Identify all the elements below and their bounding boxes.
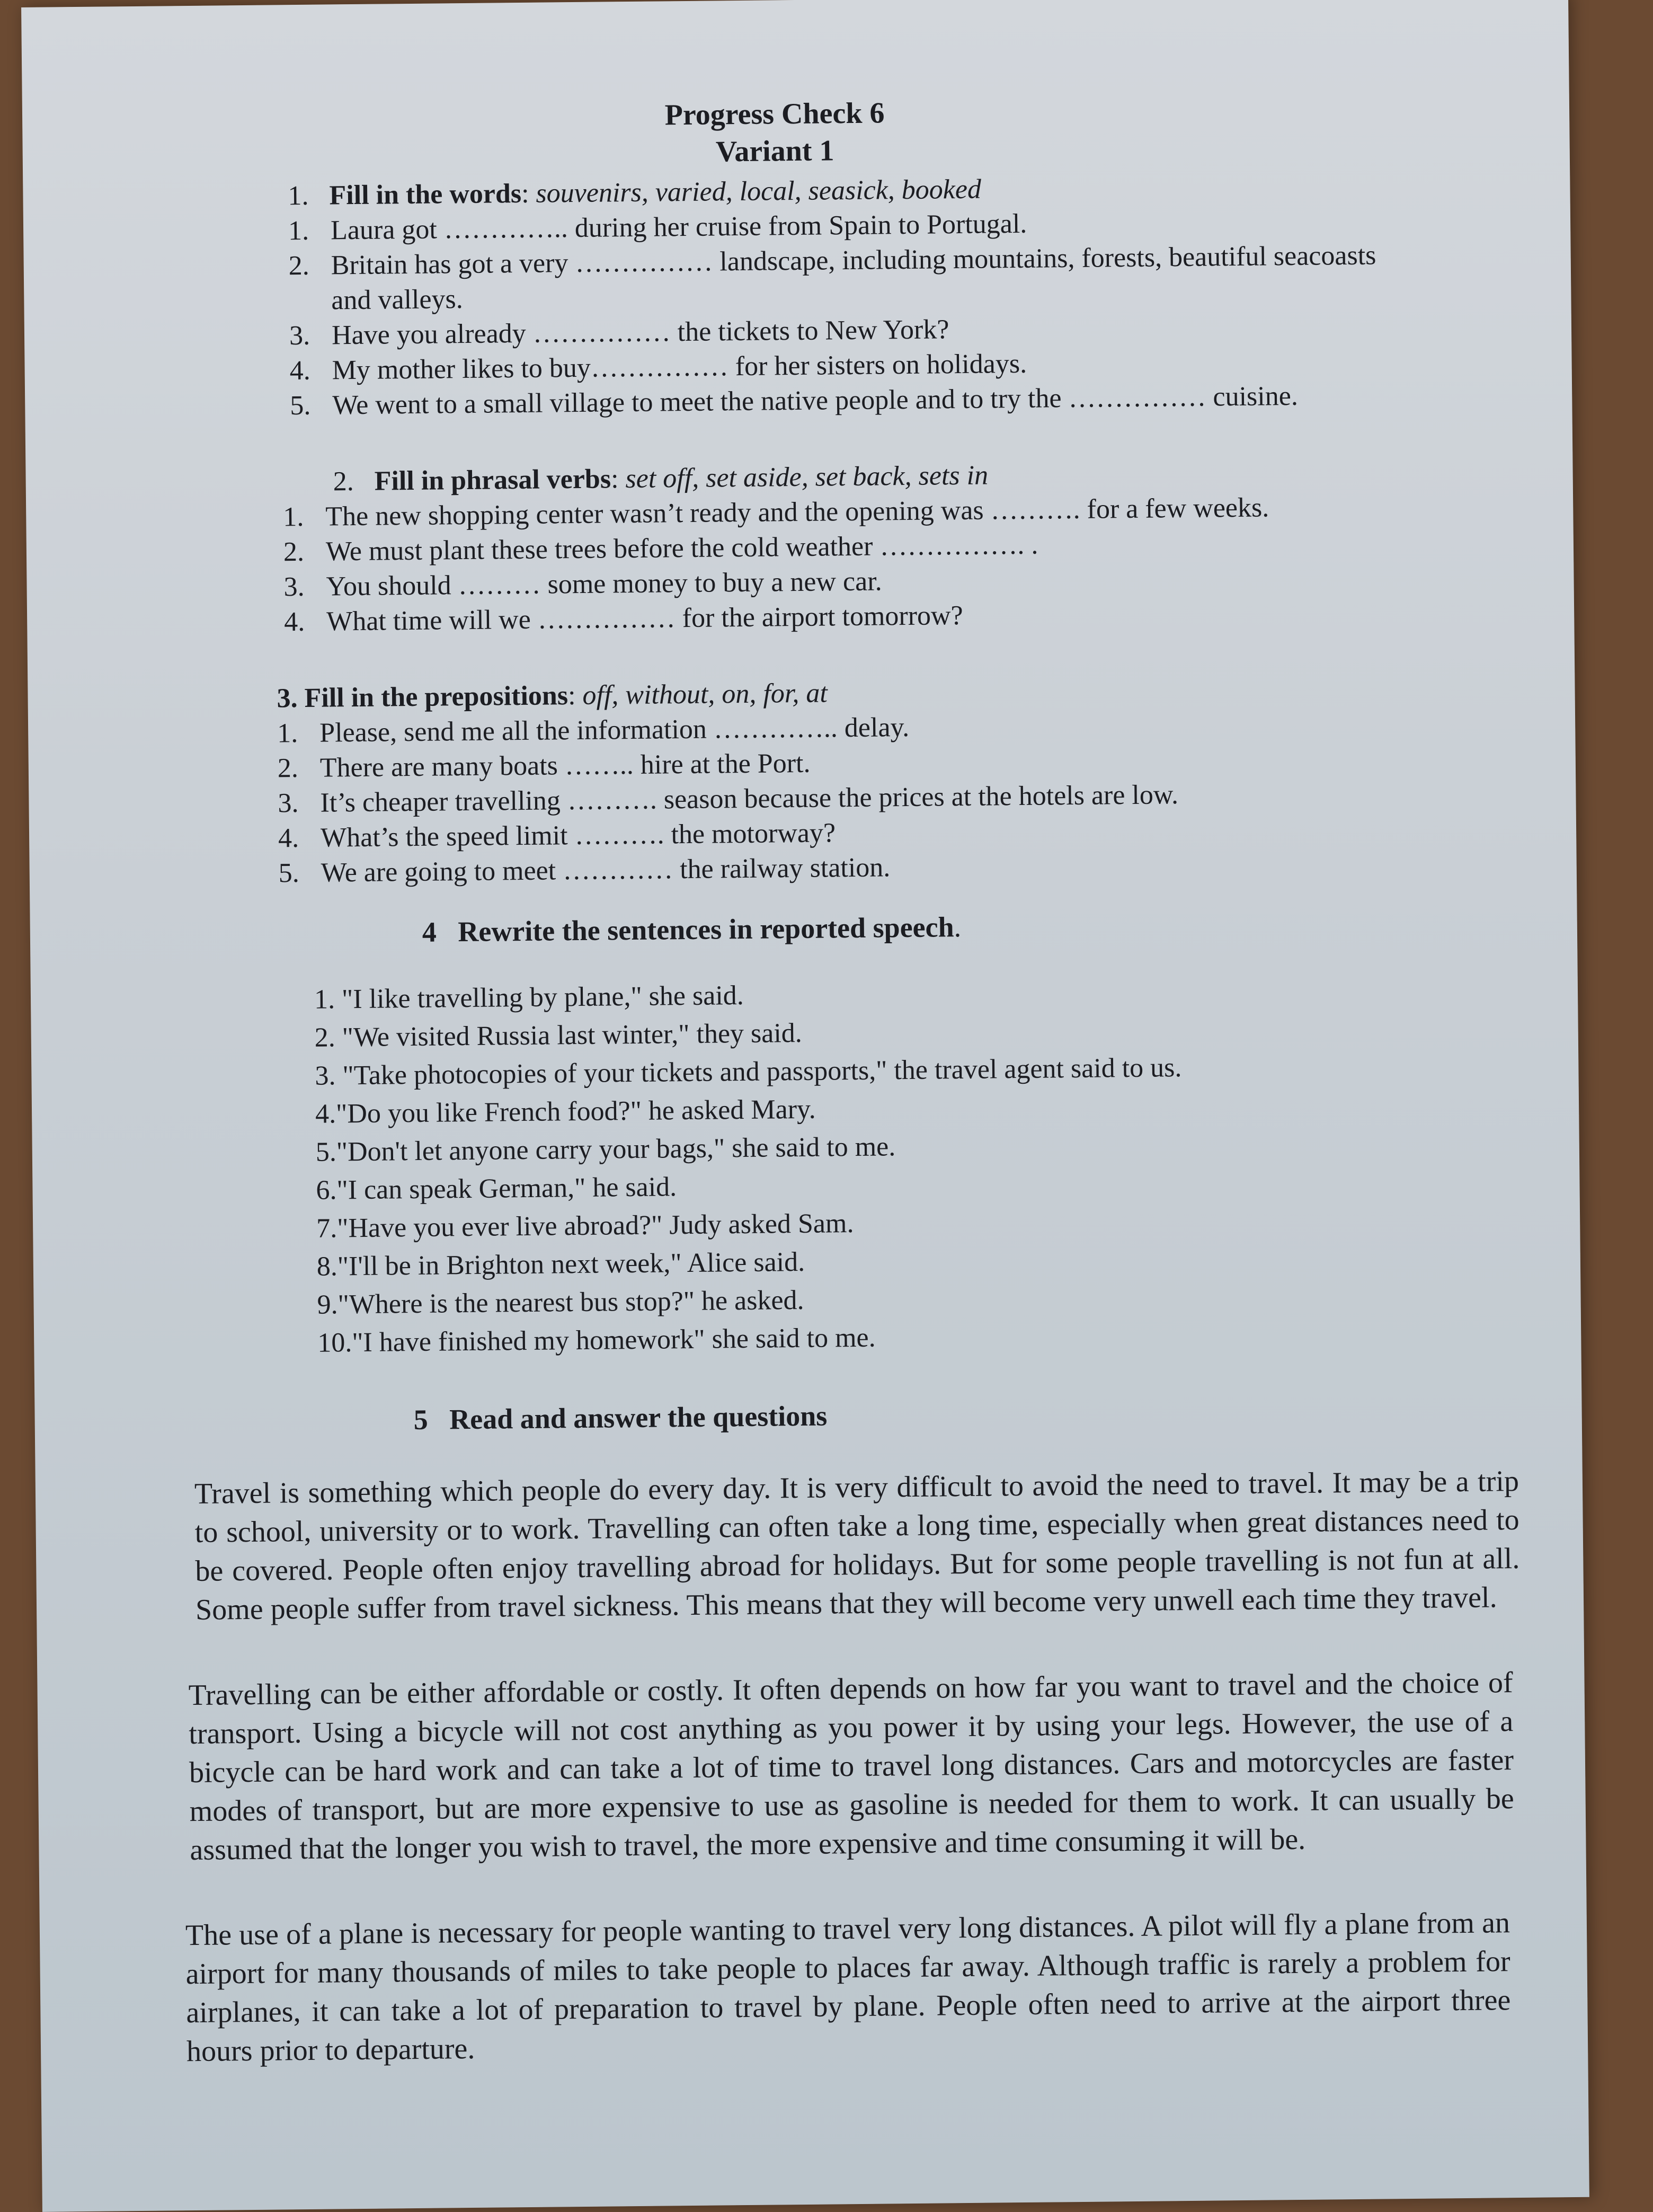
list-item: 5."Don't let anyone carry your bags," she said to me. <box>315 1131 896 1167</box>
list-item: 1. The new shopping center wasn’t ready and the opening was ………. for a few weeks. <box>283 492 1269 533</box>
list-item: 4."Do you like French food?" he asked Mary. <box>315 1094 816 1129</box>
list-item: 6."I can speak German," he said. <box>316 1172 677 1206</box>
list-item: 1. Laura got ………….. during her cruise from Spain to Portugal. <box>288 208 1027 246</box>
list-item: 5. We went to a small village to meet the native people and to try the …………… cuisine. <box>290 381 1299 421</box>
exercise-4-number: 4 <box>422 916 437 948</box>
list-item: 10."I have finished my homework" she said to me. <box>317 1322 876 1358</box>
page-title: Progress Check 6 <box>664 96 885 132</box>
list-item: 8."I'll be in Brighton next week," Alice said. <box>316 1246 805 1282</box>
list-item: 1. "I like travelling by plane," she said. <box>314 980 744 1015</box>
exercise-5-instruction: Read and answer the questions <box>449 1400 828 1436</box>
exercise-4-heading: 4 Rewrite the sentences in reported speech. <box>422 911 962 948</box>
list-item: 2. "We visited Russia last winter," they said. <box>314 1017 803 1053</box>
list-item: 2. Britain has got a very …………… landscape, including mountains, forests, beautiful seacoasts <box>288 240 1376 281</box>
exercise-3-instruction: Fill in the prepositions <box>304 680 568 713</box>
list-item: 3. It’s cheaper travelling ………. season because the prices at the hotels are low. <box>278 780 1179 819</box>
list-item: 3. "Take photocopies of your tickets and passports," the travel agent said to us. <box>315 1052 1182 1091</box>
worksheet-page <box>21 0 1589 2212</box>
exercise-4-list <box>221 969 1550 1363</box>
exercise-1-word-bank: souvenirs, varied, local, seasick, booked <box>536 174 982 209</box>
reading-paragraph-2: Travelling can be either affordable or costly. It often depends on how far you want to travel and the choice of transport. Using a bicycle will not cost anything as you power it by using your legs. However, the use of a bicycle can be hard work and can take a lot of time to travel long distances. Cars and motorcycles are faster modes of transport, but are more expensive to use as gasoline is needed for them to work. It can usually be assumed that the longer you wish to travel, the more expensive and time consuming it will be. <box>188 1666 1514 1867</box>
list-item: 4. What’s the speed limit ………. the motorway? <box>278 818 836 854</box>
exercise-1-instruction: Fill in the words <box>329 178 522 211</box>
exercise-2-number: 2. <box>333 466 354 497</box>
variant-label: Variant 1 <box>715 134 834 169</box>
exercise-2-heading: 2. Fill in phrasal verbs: set off, set aside, set back, sets in <box>333 460 989 497</box>
exercise-1-number: 1. <box>288 180 309 211</box>
exercise-1-list <box>214 202 1541 424</box>
reading-paragraph-1: Travel is something which people do every day. It is very difficult to avoid the need to travel. It may be a trip to school, university or to work. Travelling can often take a long time, especially when great distances need to be covered. People often enjoy travelling abroad for holidays. But for some people travelling is not fun at all. Some people suffer from travel sickness. This means that they will become very unwell each time they travel. <box>194 1465 1520 1626</box>
list-item: 3. Have you already …………… the tickets to New York? <box>289 314 949 351</box>
list-item: 4. My mother likes to buy…………… for her sisters on holidays. <box>289 348 1027 386</box>
list-item: 4. What time will we …………… for the airport tomorrow? <box>283 600 963 638</box>
exercise-2-list <box>217 488 1542 641</box>
exercise-3-number: 3. <box>277 683 298 714</box>
exercise-3-list <box>219 704 1545 891</box>
exercise-1-heading: 1. Fill in the words: souvenirs, varied, local, seasick, booked <box>288 174 982 211</box>
exercise-3-word-bank: off, without, on, for, at <box>582 678 828 711</box>
worksheet-content <box>185 89 1557 2071</box>
list-item: 7."Have you ever live abroad?" Judy asked Sam. <box>316 1208 854 1244</box>
exercise-3-heading: 3. Fill in the prepositions: off, without, on, for, at <box>277 678 828 714</box>
exercise-2-word-bank: set off, set aside, set back, sets in <box>625 460 989 494</box>
exercise-4-instruction: Rewrite the sentences in reported speech <box>458 911 954 948</box>
reading-paragraph-3: The use of a plane is necessary for people wanting to travel very long distances. A pilot will fly a plane from an airport for many thousands of miles to take people to places far away. Although traffic is rarely a problem for airplanes, it can take a lot of preparation to travel by plane. People often need to arrive at the airport three hours prior to departure. <box>185 1906 1511 2068</box>
list-item: 1. Please, send me all the information ………….. delay. <box>277 712 910 749</box>
list-item: 9."Where is the nearest bus stop?" he asked. <box>317 1285 804 1320</box>
list-item: 5. We are going to meet ………… the railway station. <box>278 852 891 889</box>
list-item-continuation: and valleys. <box>331 284 464 316</box>
list-item: 3. You should ……… some money to buy a new car. <box>283 566 882 603</box>
list-item: 2. There are many boats …….. hire at the Port. <box>277 748 811 784</box>
list-item: 2. We must plant these trees before the cold weather ……………. . <box>283 529 1038 568</box>
exercise-2-instruction: Fill in phrasal verbs <box>374 464 611 497</box>
exercise-5-number: 5 <box>413 1403 428 1436</box>
